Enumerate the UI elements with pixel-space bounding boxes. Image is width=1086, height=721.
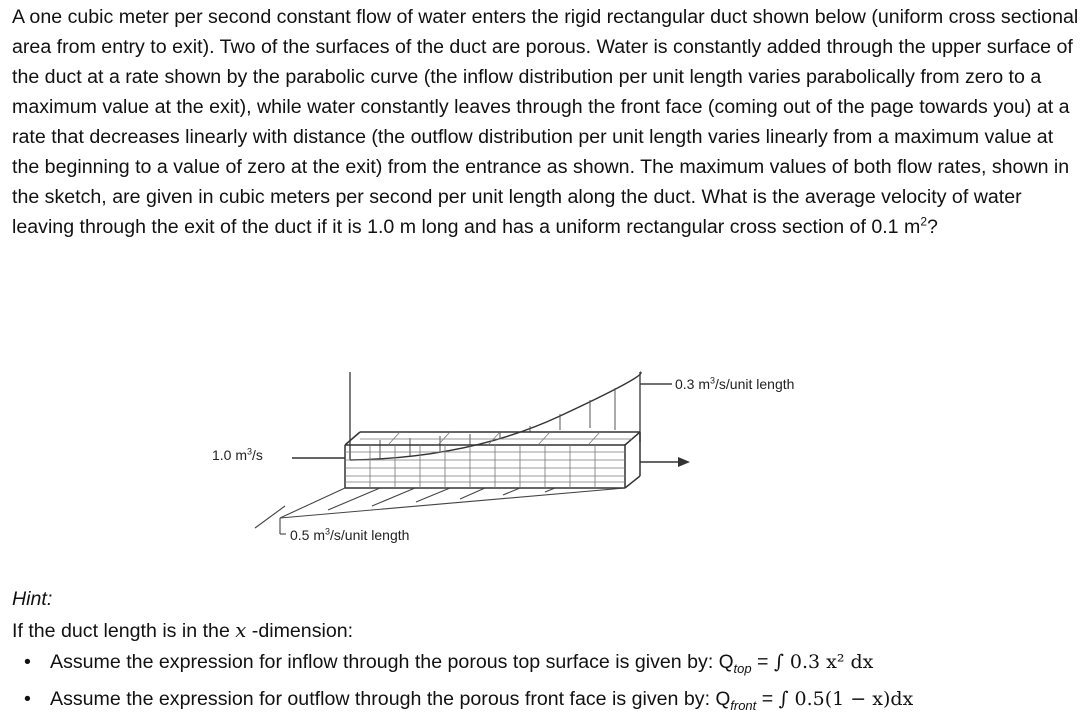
hint-title: Hint: [12,588,53,610]
top-max-flow-label: 0.3 $m^3/s$/unit length [675,375,795,392]
bullet-icon: • [24,687,31,710]
bullet-icon: • [24,651,31,673]
q-top-expression: ∫ 0.3 x² dx [773,651,874,673]
q-top: $Q_{top}$ [718,652,752,676]
hint-bullet-top: • Assume the expression for inflow through the porous top surface is given by: $Q_{top}$ = ∫ 0.3 x² dx [12,647,1082,684]
hint-intro: If the duct length is in the x -dimension: [12,619,354,642]
q-front: $Q_{front}$ [715,688,757,713]
problem-text: A one cubic meter per second constant flow of water enters the rigid rectangular duct shown below (uniform cross sectional area from entry to exit). Two of the surfaces of the duct are porous. Water is constantly added through the upper surface of the duct at a rate shown by the parabolic curve (the inflow distribution per unit length varies parabolically from zero to a maximum value at the exit), while water constantly leaves through the front face (coming out of the page towards you) at a rate that decreases linearly with distance (the outflow distribution per unit length varies linearly from a maximum value at the beginning to a value of zero at the exit) from the entrance as shown. The maximum values of both flow rates, shown in the sketch, are given in cubic meters per second per unit length along the duct. What is the average velocity of water leaving through the exit of the duct if it is 1.0 m long and has a uniform rectangular cross section of 0.1 m [12,6,1079,238]
inlet-flow-label: 1.0 $m^3/s$ [212,446,263,463]
x-variable: x [235,619,247,642]
inflow-parabola [350,372,641,460]
problem-end: ? [927,216,938,238]
duct-figure [0,300,1086,590]
inflow-arrows [380,388,615,458]
porous-hatching [345,432,632,488]
duct-sketch [0,300,1086,590]
hint-list [12,647,1082,721]
area-exponent: 2 [920,214,928,229]
problem-statement [12,2,1082,242]
exit-arrowhead [678,457,690,467]
hint-bullet-front: • Assume the expression for outflow through the porous front face is given by: $Q_{front}$ = ∫ 0.5(1 − x)dx [12,684,1082,721]
hint-section [12,584,1082,721]
front-max-flow-label: 0.5 $m^3/s$/unit length [290,526,410,543]
q-front-expression: ∫ 0.5(1 − x)dx [778,687,914,710]
